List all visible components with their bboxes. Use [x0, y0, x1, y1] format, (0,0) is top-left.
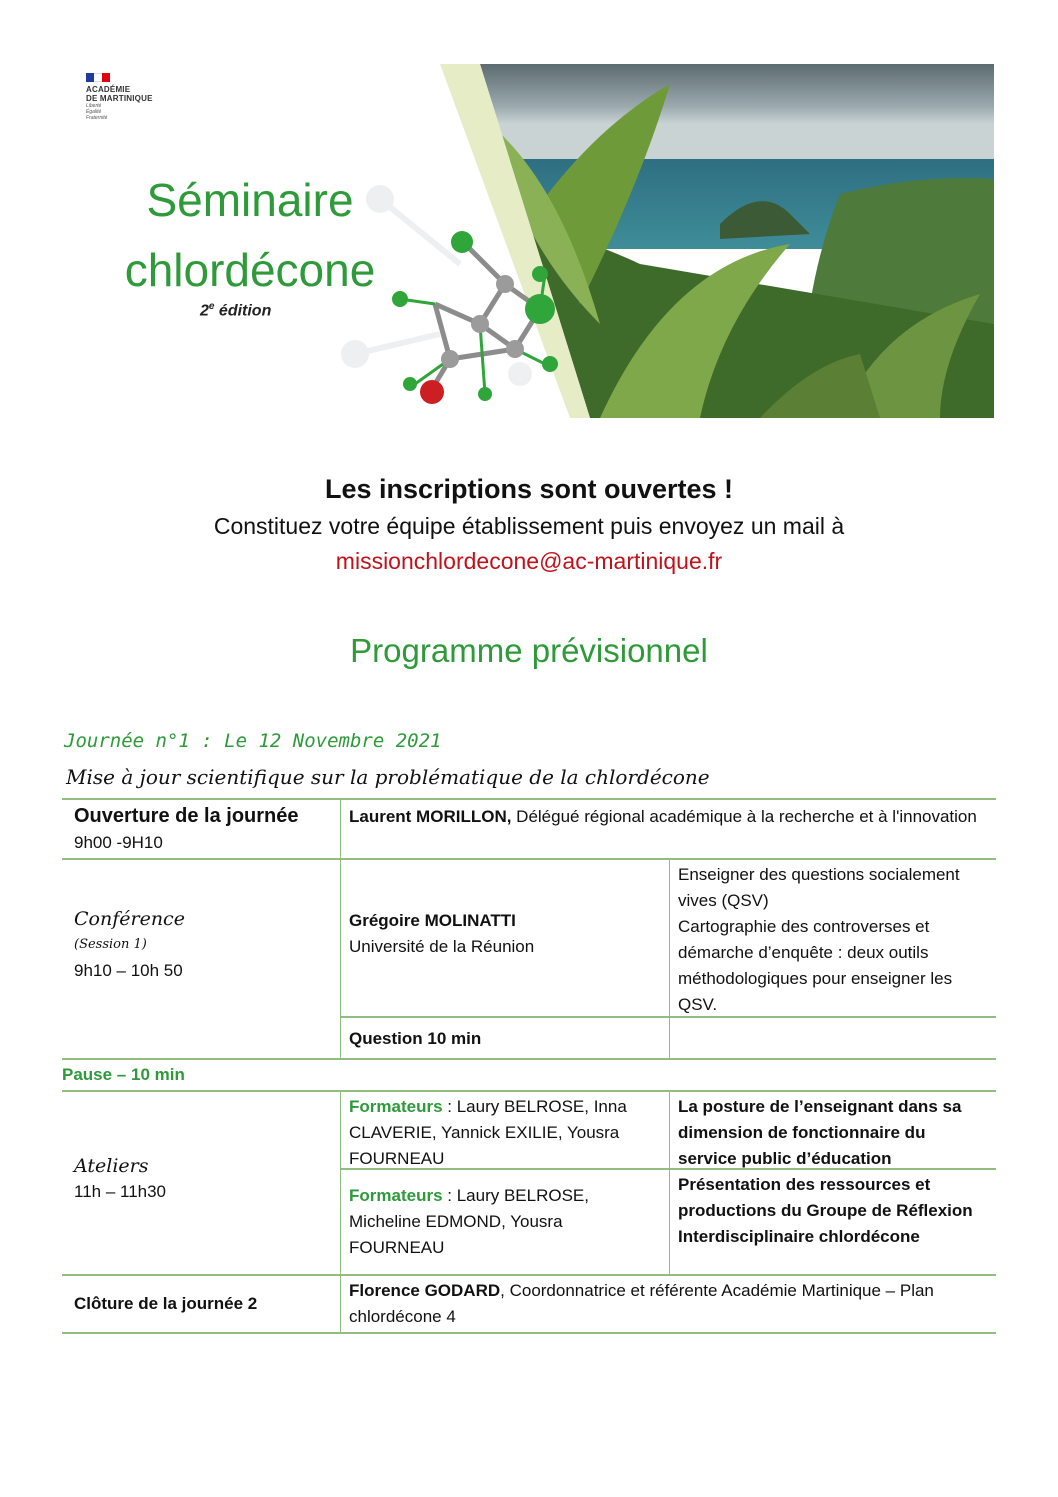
workshop-group2-topic: Présentation des ressources et productions du Groupe de Réflexion Interdisciplinaire chlordécone [669, 1170, 996, 1274]
workshop-group1-trainers-label: Formateurs [349, 1097, 443, 1116]
workshop-group1-trainers-cell [340, 1092, 669, 1168]
opening-time: 9h00 -9H10 [74, 833, 163, 852]
opening-label: Ouverture de la journée [74, 805, 299, 827]
table-row-pause: Pause – 10 min [62, 1060, 996, 1092]
workshops-label: Ateliers [74, 1155, 149, 1177]
conference-detail-stack [340, 860, 996, 1058]
programme-title: Programme prévisionnel [350, 632, 708, 669]
opening-speaker-name: Laurent MORILLON, [349, 807, 512, 826]
day-subtitle: Mise à jour scientifique sur la problématique de la chlordécone [66, 765, 710, 789]
motto-fraternite: Fraternité [86, 115, 108, 121]
table-row-workshops [62, 1092, 996, 1276]
banner-landscape-photo [340, 64, 994, 418]
table-row-opening [62, 798, 996, 860]
workshop-group1-trainers: : Laury BELROSE, Inna CLAVERIE, Yannick EXILIE, Yousra FOURNEAU [349, 1097, 627, 1168]
conference-label: Conférence [74, 908, 185, 930]
workshops-detail-stack [340, 1092, 996, 1274]
academy-name-line2: DE MARTINIQUE [86, 94, 153, 103]
motto-liberte: Liberté [86, 103, 102, 109]
academy-logo [86, 73, 176, 121]
conference-topic-cell [669, 860, 996, 1016]
edition-superscript: e [208, 301, 215, 312]
table-row-closing [62, 1276, 996, 1334]
conference-time: 9h10 – 10h 50 [74, 961, 183, 980]
registration-headline: Les inscriptions sont ouvertes ! [324, 474, 734, 504]
opening-speaker-cell [340, 800, 996, 858]
motto-egalite: Égalité [86, 109, 102, 115]
programme-table [62, 798, 996, 1334]
conference-speaker-name: Grégoire MOLINATTI [349, 911, 516, 930]
opening-speaker-role: Délégué régional académique à la recherche et à l'innovation [511, 807, 977, 826]
conference-cell [62, 860, 340, 1058]
edition-number: 2 [200, 302, 209, 320]
conference-topic-line1: Enseigner des questions socialement vives (QSV) [678, 865, 960, 910]
edition-word: édition [214, 302, 272, 320]
closing-speaker-role: , Coordonnatrice et référente Académie Martinique – Plan chlordécone 4 [349, 1281, 934, 1326]
registration-instructions: Constituez votre équipe établissement puis envoyez un mail à [213, 513, 845, 539]
conference-question-empty [669, 1018, 996, 1058]
workshops-cell [62, 1092, 340, 1274]
closing-speaker-name: Florence GODARD [349, 1281, 501, 1300]
closing-speaker-cell [340, 1276, 996, 1332]
workshops-time: 11h – 11h30 [74, 1182, 167, 1201]
workshop-group2-trainers: : Laury BELROSE, Micheline EDMOND, Yousra FOURNEAU [349, 1186, 589, 1257]
academy-name-line1: ACADÉMIE [86, 85, 131, 94]
table-row-conference [62, 860, 996, 1060]
workshop-group2-trainers-cell [340, 1170, 669, 1274]
seminar-title [100, 165, 400, 305]
day-title: Journée n°1 : Le 12 Novembre 2021 [64, 730, 442, 752]
opening-cell [62, 800, 340, 858]
conference-speaker-org: Université de la Réunion [349, 937, 535, 956]
seminar-title-line1: Séminaire [146, 174, 354, 226]
seminar-title-line2: chlordécone [124, 244, 376, 296]
conference-topic-line2: Cartographie des controverses et démarche d’enquête : deux outils méthodologiques pour enseigner les QSV. [678, 917, 953, 1014]
conference-session: (Session 1) [74, 937, 147, 952]
workshop-group2-trainers-label: Formateurs [349, 1186, 443, 1205]
workshop-group1-topic: La posture de l’enseignant dans sa dimension de fonctionnaire du service public d’éducation [669, 1092, 996, 1168]
french-flag-icon [86, 73, 110, 82]
conference-question: Question 10 min [340, 1018, 669, 1058]
edition-label [200, 301, 271, 320]
closing-label: Clôture de la journée 2 [74, 1294, 258, 1313]
conference-speaker-cell [340, 860, 669, 1016]
contact-email-link[interactable]: missionchlordecone@ac-martinique.fr [335, 548, 723, 574]
